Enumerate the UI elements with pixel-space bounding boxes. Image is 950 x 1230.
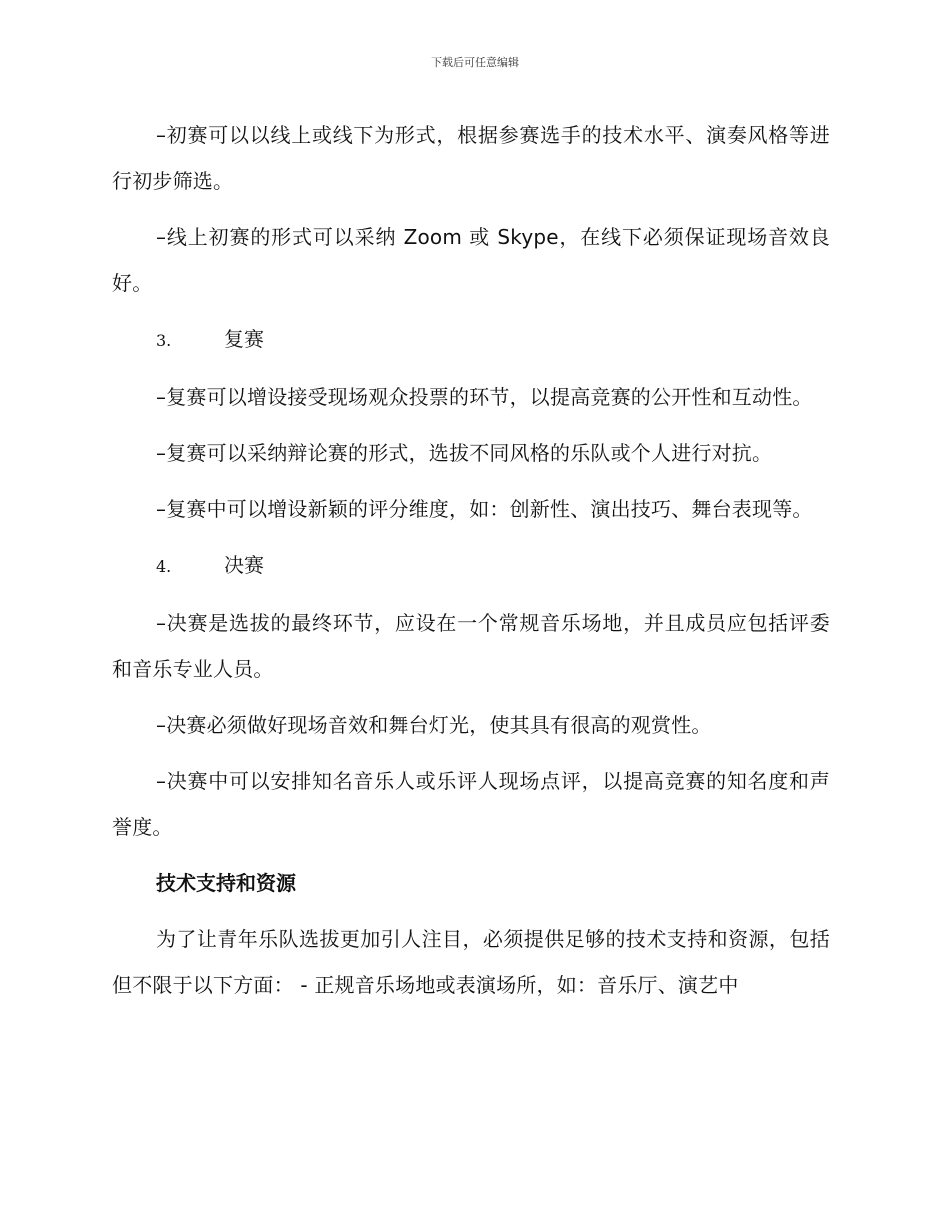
list-item-number: 4. bbox=[156, 557, 172, 576]
paragraph-semifinal-scoring: –复赛中可以增设新颖的评分维度，如：创新性、演出技巧、舞台表现等。 bbox=[156, 497, 813, 521]
list-item-final bbox=[112, 542, 830, 590]
paragraph-semifinal-voting: –复赛可以增设接受现场观众投票的环节，以提高竞赛的公开性和互动性。 bbox=[156, 385, 813, 409]
page-header: 下载后可任意编辑 bbox=[431, 56, 519, 69]
section-heading-tech-support: 技术支持和资源 bbox=[156, 871, 296, 895]
list-item-label: 决赛 bbox=[224, 553, 264, 577]
paragraph-online-preliminary: –线上初赛的形式可以采纳 Zoom 或 Skype，在线下必须保证现场音效良好。 bbox=[112, 225, 830, 295]
document-body bbox=[112, 112, 830, 1018]
paragraph-preliminary-format: –初赛可以以线上或线下为形式，根据参赛选手的技术水平、演奏风格等进行初步筛选。 bbox=[112, 123, 830, 193]
list-item-label: 复赛 bbox=[224, 327, 264, 351]
list-item-semifinal bbox=[112, 316, 830, 364]
paragraph-final-venue: –决赛是选拔的最终环节，应设在一个常规音乐场地，并且成员应包括评委和音乐专业人员。 bbox=[112, 611, 830, 681]
paragraph-semifinal-debate: –复赛可以采纳辩论赛的形式，选拔不同风格的乐队或个人进行对抗。 bbox=[156, 441, 773, 465]
paragraph-tech-support: 为了让青年乐队选拔更加引人注目，必须提供足够的技术支持和资源，包括但不限于以下方面： - 正规音乐场地或表演场所，如：音乐厅、演艺中 bbox=[112, 927, 830, 997]
paragraph-final-review: –决赛中可以安排知名音乐人或乐评人现场点评，以提高竞赛的知名度和声誉度。 bbox=[112, 769, 830, 839]
list-item-number: 3. bbox=[156, 331, 172, 350]
paragraph-final-sound: –决赛必须做好现场音效和舞台灯光，使其具有很高的观赏性。 bbox=[156, 713, 712, 737]
